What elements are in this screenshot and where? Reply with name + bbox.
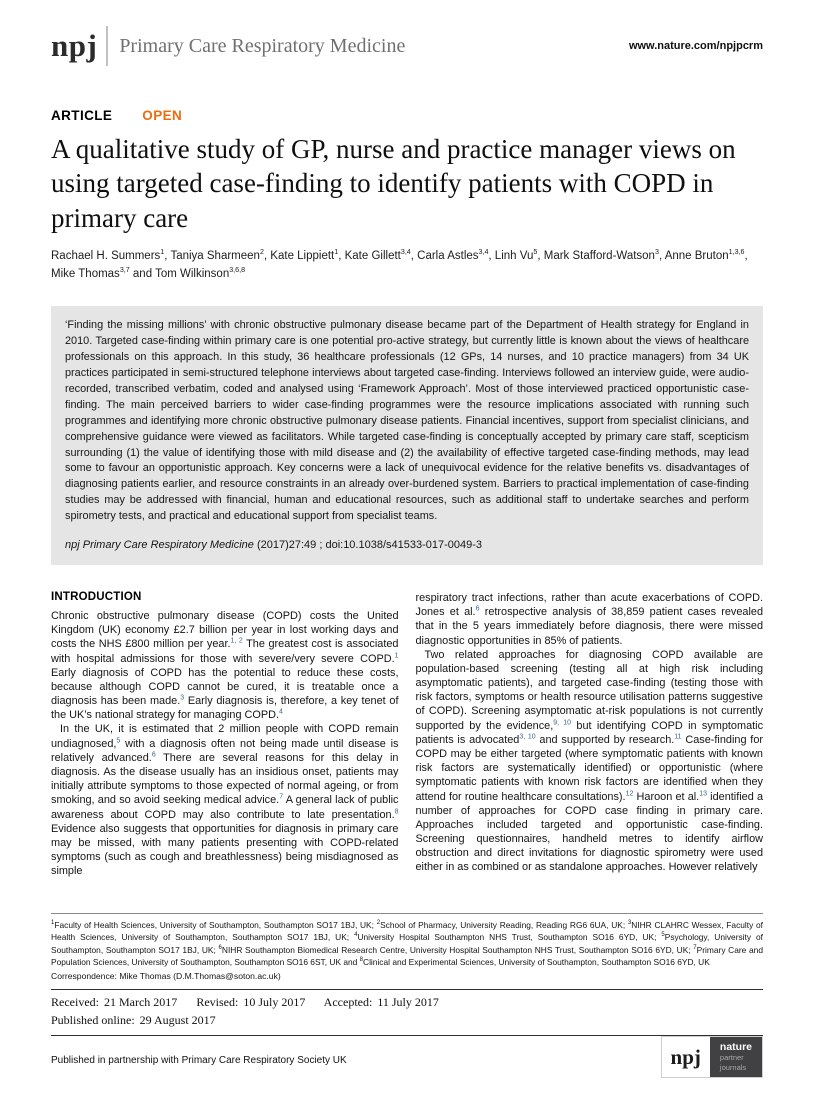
section-heading-introduction: INTRODUCTION	[51, 591, 142, 604]
revised-date: Revised: 10 July 2017	[196, 995, 306, 1009]
received-date: Received: 21 March 2017	[51, 995, 178, 1009]
correspondence-label: Correspondence:	[51, 971, 120, 981]
npj-logo-wordmark: npj	[670, 1044, 701, 1069]
nature-partner-journals-box	[710, 1037, 762, 1077]
partner-label: partner	[719, 1053, 744, 1063]
nature-label: nature	[719, 1041, 752, 1054]
author-list: Rachael H. Summers$^1$, Taniya Sharmeen$^2$, Kate Lippiett$^1$, Kate Gillett$^{3,4}$, Carla Astles$^{3,4}$, Linh Vu$^5$, Mark Stafford-Watson$^3$, Anne Bruton$^{1,3,6}$, Mike Thomas$^{3,7}$ and Tom Wilkinson$^{3,6,8}$	[51, 247, 748, 281]
footnote-block	[51, 913, 763, 1036]
abstract-box	[51, 306, 763, 565]
correspondence-name: Mike Thomas	[119, 971, 174, 981]
published-date: Published online: 29 August 2017	[51, 1013, 216, 1027]
article-title: A qualitative study of GP, nurse and practice manager views on using targeted case-finding to identify patients with COPD in primary care	[51, 134, 736, 233]
accepted-date: Accepted: 11 July 2017	[323, 995, 439, 1009]
article-body	[51, 591, 763, 878]
article-type-label: ARTICLE	[51, 108, 113, 123]
citation-journal: npj Primary Care Respiratory Medicine	[65, 539, 254, 552]
intro-paragraph-3: respiratory tract infections, rather than acute exacerbations of COPD. Jones et al.$^6$ retrospective analysis of 38,859 patient cases revealed that in the 5 years immediately before diagnosis, there were missed diagnostic opportunities in 85% of patients.	[415, 592, 764, 647]
dates-box	[51, 989, 763, 1036]
body-column-right	[416, 591, 764, 878]
npj-logo: npj	[51, 28, 98, 63]
received-revised-accepted-line	[51, 993, 763, 1011]
journal-url-link[interactable]: www.nature.com/npjpcrm	[628, 40, 763, 52]
citation-details: (2017)27:49 ; doi:10.1038/s41533-017-0049-3	[253, 539, 483, 552]
logo-divider	[106, 26, 108, 66]
affiliations: $^1$Faculty of Health Sciences, University of Southampton, Southampton SO17 1BJ, UK; $^2$School of Pharmacy, University Reading, Reading RG6 6UA, UK; $^3$NIHR CLAHRC Wessex, Faculty of Health Sciences, University of Southampton, Southampton SO17 1BJ, UK; $^4$University Hospital Southampton NHS Trust, Southampton SO16 6YD, UK; $^5$Psychology, University of Southampton, Southampton SO17 1BJ, UK; $^6$NIHR Southampton Biomedical Research Centre, University Hospital Southampton NHS Trust, Southampton SO16 6YD, UK; $^7$Primary Care and Population Sciences, University of Southampton, Southampton SO16 6ST, UK and $^8$Clinical and Experimental Sciences, University of Southampton, Southampton SO16 6YD, UK	[51, 913, 763, 968]
intro-paragraph-2: In the UK, it is estimated that 2 million people with COPD remain undiagnosed,$^5$ with a diagnosis often not being made until disease is relatively advanced.$^6$ There are several reasons for this delay in diagnosis. As the disease usually has an insidious onset, patients may initially attribute symptoms to those expected of normal ageing, or from smoking, and so avoid seeking medical advice.$^7$ A general lack of public awareness about COPD may also contribute to late presentation.$^8$ Evidence also suggests that opportunities for diagnosis in primary care may be missed, with many patients presenting with COPD-related symptoms (such as cough and breathlessness) being misdiagnosed as simple	[51, 723, 399, 878]
correspondence-email-link[interactable]: (D.M.Thomas@soton.ac.uk)	[173, 971, 281, 981]
intro-paragraph-4: Two related approaches for diagnosing COPD available are population-based screening (testing all at high risk including asymptomatic patients), and targeted case-finding (testing those with risk factors, symptoms or health resource utilisation patterns suggestive of COPD). Screening asymptomatic at-risk populations is not currently supported by the evidence,$^{9, 10}$ but identifying COPD in symptomatic patients is advocated$^{3, 10}$ and supported by research.$^{11}$ Case-finding for COPD may be either targeted (where symptomatic patients with known risk factors are systematically identified) or opportunistic (where symptomatic patients with known risk factors are identified when they attend for routine healthcare consultations).$^{12}$ Haroon et al.$^{13}$ identified a number of approaches for COPD case finding in primary care. Approaches included targeted and opportunistic case-finding. Screening questionnaires, handheld metres to identify airflow obstruction and direct invitations for diagnostic spirometry were used either in as combined or as standalone approaches. However relatively	[415, 648, 764, 874]
npj-partner-journals-logo	[661, 1036, 763, 1078]
intro-paragraph-1: Chronic obstructive pulmonary disease (COPD) costs the United Kingdom (UK) economy £2.7 billion per year in lost working days and costs the NHS £800 million per year.$^{1, 2}$ The greatest cost is associated with hospital admissions for those with severe/very severe COPD.$^1$ Early diagnosis of COPD has the potential to reduce these costs, because although COPD cannot be cured, it is treatable once a diagnosis has been made.$^3$ Early diagnosis is, therefore, a key tenet of the UK’s national strategy for managing COPD.$^4$	[51, 610, 399, 722]
correspondence-line	[51, 971, 763, 981]
journals-label: journals	[719, 1062, 747, 1072]
partnership-note: Published in partnership with Primary Care Respiratory Society UK	[51, 1055, 347, 1066]
journal-masthead	[51, 26, 763, 66]
article-flags	[51, 108, 763, 123]
published-online-line	[51, 1011, 763, 1029]
journal-brand	[51, 26, 405, 66]
open-access-badge: OPEN	[142, 108, 183, 123]
body-column-left	[51, 591, 399, 878]
journal-name: Primary Care Respiratory Medicine	[119, 34, 406, 57]
citation-line	[65, 539, 749, 551]
abstract-text: ‘Finding the missing millions’ with chronic obstructive pulmonary disease became part of the Department of Health strategy for England in 2010. Targeted case-finding within primary care is one potential pro-active strategy, but currently little is known about the views of healthcare professionals on this approach. In this study, 36 healthcare professionals (12 GPs, 14 nurses, and 10 practice managers) from 34 UK practices participated in semi-structured telephone interviews about targeted case-finding. Interviews followed an interview guide, were audio-recorded, transcribed verbatim, coded and analysed using ‘Framework Approach’. Most of those interviewed practiced opportunistic case-finding. The main perceived barriers to wider case-finding programmes were the resource implications associated with running such programmes and identifying more chronic obstructive pulmonary disease patients. Financial incentives, support from specialist clinicians, and comprehensive guidance were viewed as facilitators. While targeted case-finding is conceptually accepted by primary care staff, scepticism surrounding (1) the value of identifying those with mild disease and (2) the availability of effective targeted case-finding methods, may lead some to favour an opportunistic approach. Key concerns were a lack of unequivocal evidence for the relative benefits vs. disadvantages of diagnosing patients earlier, and resource constraints in an already over-burdened system. Barriers to practical implementation of case-finding studies may be addressed with financial, human and educational resources, such as additional staff to undertake searches and perform spirometry tests, and practical and educational support from specialist teams.	[65, 319, 749, 523]
